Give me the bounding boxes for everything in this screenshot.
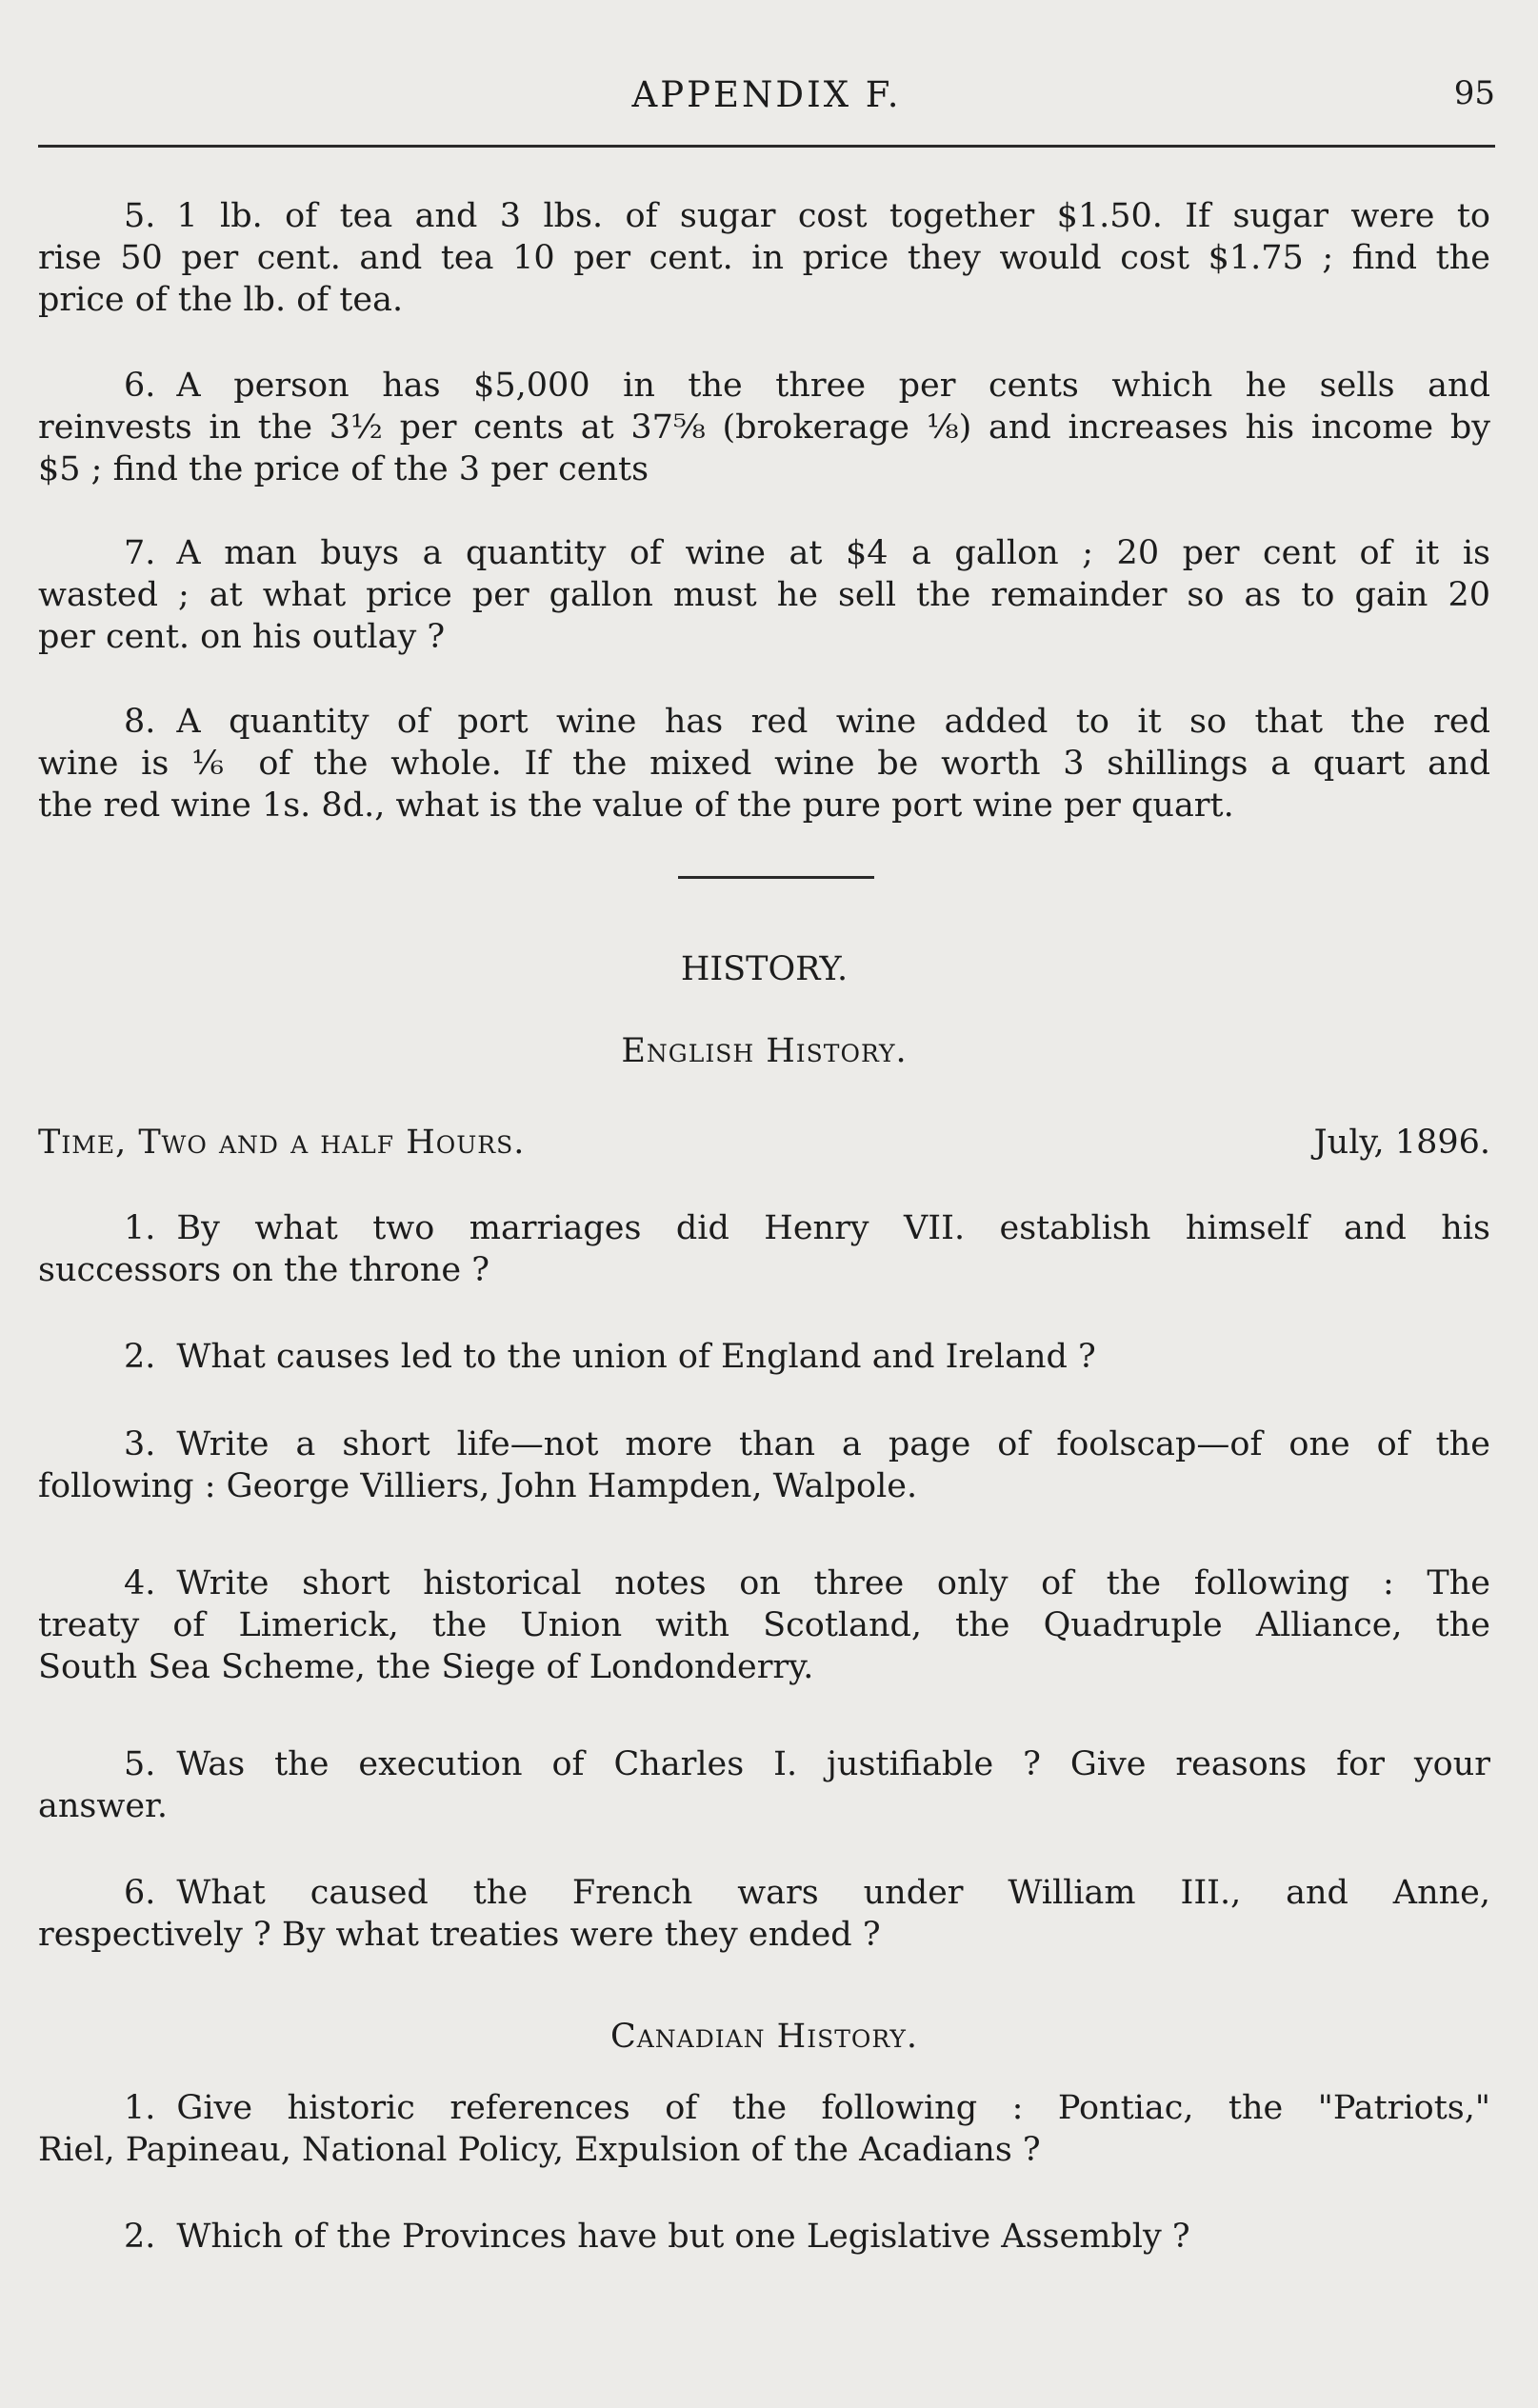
question-line xyxy=(38,1423,1490,1465)
question-line: respectively ? By what treaties were they ended ? xyxy=(38,1916,881,1954)
english-question-5 xyxy=(38,1743,1490,1827)
question-line: price of the lb. of tea. xyxy=(38,281,404,319)
exam-date: July, 1896. xyxy=(1313,1124,1490,1162)
question-line: wasted ; at what price per gallon must he sell the remainder so as to gain 20 xyxy=(38,576,1490,614)
question-text: A quantity of port wine has red wine added to it so that the red xyxy=(176,703,1490,741)
canadian-question-2 xyxy=(38,2216,1490,2258)
arith-question-5 xyxy=(38,195,1490,321)
english-question-4 xyxy=(38,1562,1490,1688)
question-line xyxy=(38,195,1490,237)
question-line xyxy=(38,365,1490,407)
question-text: By what two marriages did Henry VII. establish himself and his xyxy=(176,1209,1490,1247)
time-allowed: Time, Two and a half Hours. xyxy=(38,1124,526,1162)
question-text: What causes led to the union of England and Ireland ? xyxy=(176,1338,1096,1376)
question-line: the red wine 1s. 8d., what is the value of the pure port wine per quart. xyxy=(38,786,1234,825)
question-text: 1 lb. of tea and 3 lbs. of sugar cost together $1.50. If sugar were to xyxy=(176,197,1490,235)
question-line: wine is ⅙ of the whole. If the mixed wine be worth 3 shillings a quart and xyxy=(38,745,1490,783)
question-line xyxy=(38,2087,1490,2129)
page-header xyxy=(38,67,1495,124)
question-text: Which of the Provinces have but one Legislative Assembly ? xyxy=(176,2218,1190,2256)
question-line xyxy=(38,532,1490,574)
canadian-history-heading: Canadian History. xyxy=(609,2018,919,2056)
canadian-question-1 xyxy=(38,2087,1490,2171)
question-line: treaty of Limerick, the Union with Scotland, the Quadruple Alliance, the xyxy=(38,1606,1490,1644)
english-question-2 xyxy=(38,1336,1490,1378)
question-text: Give historic references of the following : Pontiac, the "Patriots," xyxy=(176,2089,1490,2127)
question-number: 5. xyxy=(124,1745,156,1783)
question-line: $5 ; find the price of the 3 per cents xyxy=(38,450,649,488)
question-number: 3. xyxy=(124,1425,156,1463)
question-number: 4. xyxy=(124,1564,156,1602)
question-line xyxy=(38,1207,1490,1249)
question-line xyxy=(38,1743,1490,1785)
question-number: 2. xyxy=(124,1338,156,1376)
question-number: 7. xyxy=(124,534,156,572)
question-line: Riel, Papineau, National Policy, Expulsion of the Acadians ? xyxy=(38,2131,1041,2169)
question-text: A man buys a quantity of wine at $4 a gallon ; 20 per cent of it is xyxy=(176,534,1490,572)
question-line xyxy=(38,2216,1490,2258)
question-line: successors on the throne ? xyxy=(38,1251,489,1289)
question-line: per cent. on his outlay ? xyxy=(38,618,446,656)
time-line xyxy=(38,1122,1490,1164)
question-line: following : George Villiers, John Hampden, Walpole. xyxy=(38,1467,918,1505)
running-title: APPENDIX F. xyxy=(631,74,902,115)
question-line xyxy=(38,1562,1490,1604)
arith-question-6 xyxy=(38,365,1490,490)
question-line xyxy=(38,701,1490,743)
question-text: Was the execution of Charles I. justifiable ? Give reasons for your xyxy=(176,1745,1490,1783)
question-text: Write short historical notes on three only of the following : The xyxy=(176,1564,1490,1602)
time-row xyxy=(38,1122,1490,1164)
question-number: 6. xyxy=(124,1874,156,1912)
question-line: reinvests in the 3½ per cents at 37⅝ (brokerage ⅛) and increases his income by xyxy=(38,408,1490,447)
question-line: rise 50 per cent. and tea 10 per cent. in price they would cost $1.75 ; find the xyxy=(38,239,1490,277)
question-number: 1. xyxy=(124,1209,156,1247)
english-history-heading: English History. xyxy=(621,1032,908,1070)
english-question-1 xyxy=(38,1207,1490,1291)
question-text: What caused the French wars under William III., and Anne, xyxy=(176,1874,1490,1912)
section-divider xyxy=(678,876,874,879)
history-heading: HISTORY. xyxy=(680,950,849,988)
question-number: 8. xyxy=(124,703,156,741)
header-rule xyxy=(38,145,1495,148)
english-question-6 xyxy=(38,1872,1490,1956)
english-question-3 xyxy=(38,1423,1490,1507)
question-number: 5. xyxy=(124,197,156,235)
question-text: A person has $5,000 in the three per cents which he sells and xyxy=(176,367,1490,405)
arith-question-7 xyxy=(38,532,1490,658)
arith-question-8 xyxy=(38,701,1490,826)
page-number: 95 xyxy=(1453,74,1495,112)
question-number: 2. xyxy=(124,2218,156,2256)
question-line: South Sea Scheme, the Siege of Londonderry. xyxy=(38,1648,814,1686)
question-text: Write a short life—not more than a page of foolscap—of one of the xyxy=(176,1425,1490,1463)
question-number: 1. xyxy=(124,2089,156,2127)
question-line: answer. xyxy=(38,1787,169,1825)
question-line xyxy=(38,1336,1490,1378)
question-number: 6. xyxy=(124,367,156,405)
question-line xyxy=(38,1872,1490,1914)
